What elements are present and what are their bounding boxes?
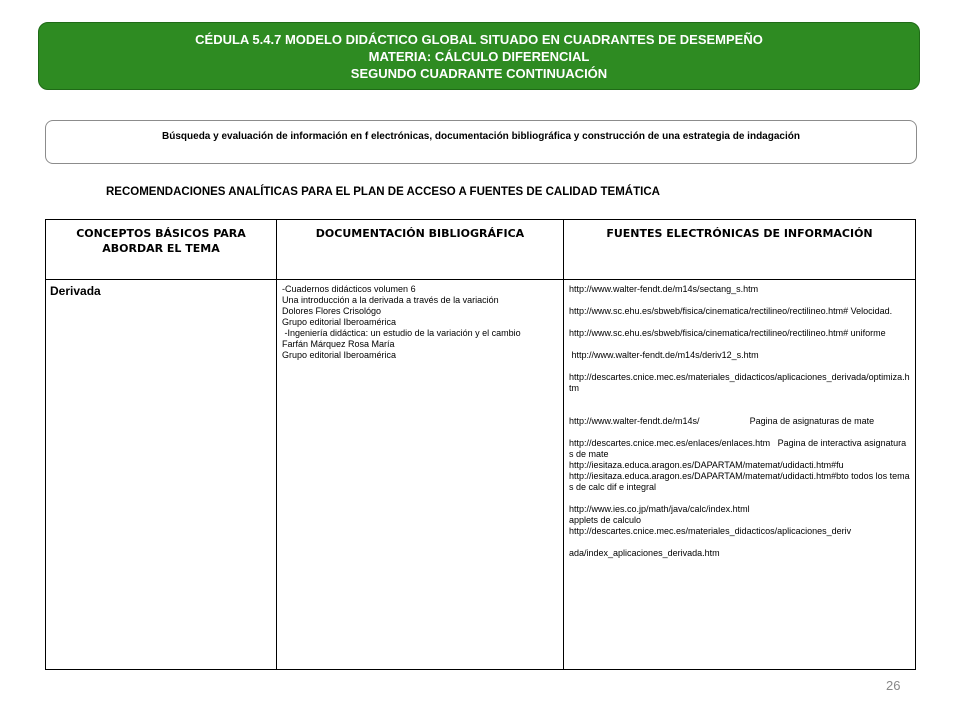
source-line: http://descartes.cnice.mec.es/enlaces/enlaces.htm Pagina de interactiva asignaturas de mate: [569, 438, 907, 459]
bibliography-line: Farfán Márquez Rosa María: [282, 339, 395, 349]
bibliography-line: Grupo editorial Iberoamérica: [282, 350, 397, 360]
table-row: [46, 280, 916, 670]
header-sources: FUENTES ELECTRÓNICAS DE INFORMACIÓN: [564, 220, 916, 280]
header-subject: MATERIA: CÁLCULO DIFERENCIAL: [368, 48, 590, 64]
source-line: [569, 493, 910, 504]
resources-table: [45, 219, 916, 670]
bibliography-line: Grupo editorial Iberoamérica: [282, 317, 397, 327]
source-line: [569, 394, 910, 405]
source-line: [569, 317, 910, 328]
bibliography-line: -Ingeniería didáctica: un estudio de la variación y el cambio: [282, 328, 521, 338]
bibliography-line: -Cuadernos didácticos volumen 6: [282, 284, 416, 294]
subtitle-box: [45, 120, 917, 164]
source-line: [569, 537, 910, 548]
source-line: http://descartes.cnice.mec.es/materiales_didacticos/aplicaciones_derivada/optimiza.htm: [569, 372, 910, 393]
source-line: http://www.sc.ehu.es/sbweb/fisica/cinematica/rectilineo/rectilineo.htm# uniforme: [569, 328, 886, 338]
source-line: [569, 405, 910, 416]
table-header-row: [46, 220, 916, 280]
subtitle-text: Búsqueda y evaluación de información en f electrónicas, documentación bibliográfica y construcción de una estrategia de indagación: [162, 131, 800, 142]
source-line: [569, 339, 910, 350]
page-number: 26: [886, 678, 901, 693]
source-line: http://www.walter-fendt.de/m14s/sectang_s.htm: [569, 284, 759, 294]
header-bibliography: DOCUMENTACIÓN BIBLIOGRÁFICA: [277, 220, 564, 280]
source-line: [569, 427, 910, 438]
source-line: ada/index_aplicaciones_derivada.htm: [569, 548, 720, 558]
concept-cell: Derivada: [46, 280, 277, 670]
source-line: http://www.ies.co.jp/math/java/calc/index.html: [569, 504, 750, 514]
sources-cell: [564, 280, 916, 670]
source-line: http://www.walter-fendt.de/m14s/ Pagina de asignaturas de mate: [569, 416, 875, 426]
header-banner: [38, 22, 920, 90]
recommendations-heading: RECOMENDACIONES ANALÍTICAS PARA EL PLAN DE ACCESO A FUENTES DE CALIDAD TEMÁTICA: [106, 186, 660, 198]
bibliography-line: Una introducción a la derivada a través de la variación: [282, 295, 499, 305]
source-line: applets de calculo: [569, 515, 642, 525]
header-quadrant: SEGUNDO CUADRANTE CONTINUACIÓN: [350, 65, 608, 81]
source-line: [569, 295, 910, 306]
source-line: http://iesitaza.educa.aragon.es/DAPARTAM/matemat/udidacti.htm#fu: [569, 460, 844, 470]
source-line: http://descartes.cnice.mec.es/materiales_didacticos/aplicaciones_deriv: [569, 526, 852, 536]
source-line: http://www.sc.ehu.es/sbweb/fisica/cinematica/rectilineo/rectilineo.htm# Velocidad.: [569, 306, 893, 316]
source-line: http://iesitaza.educa.aragon.es/DAPARTAM/matemat/udidacti.htm#bto todos los temas de calc dif e integral: [569, 471, 910, 492]
header-title: CÉDULA 5.4.7 MODELO DIDÁCTICO GLOBAL SITUADO EN CUADRANTES DE DESEMPEÑO: [195, 31, 763, 47]
bibliography-line: Dolores Flores Crisológo: [282, 306, 382, 316]
source-line: http://www.walter-fendt.de/m14s/deriv12_s.htm: [569, 350, 759, 360]
bibliography-cell: [277, 280, 564, 670]
header-concepts: CONCEPTOS BÁSICOS PARA ABORDAR EL TEMA: [46, 220, 277, 280]
source-line: [569, 361, 910, 372]
